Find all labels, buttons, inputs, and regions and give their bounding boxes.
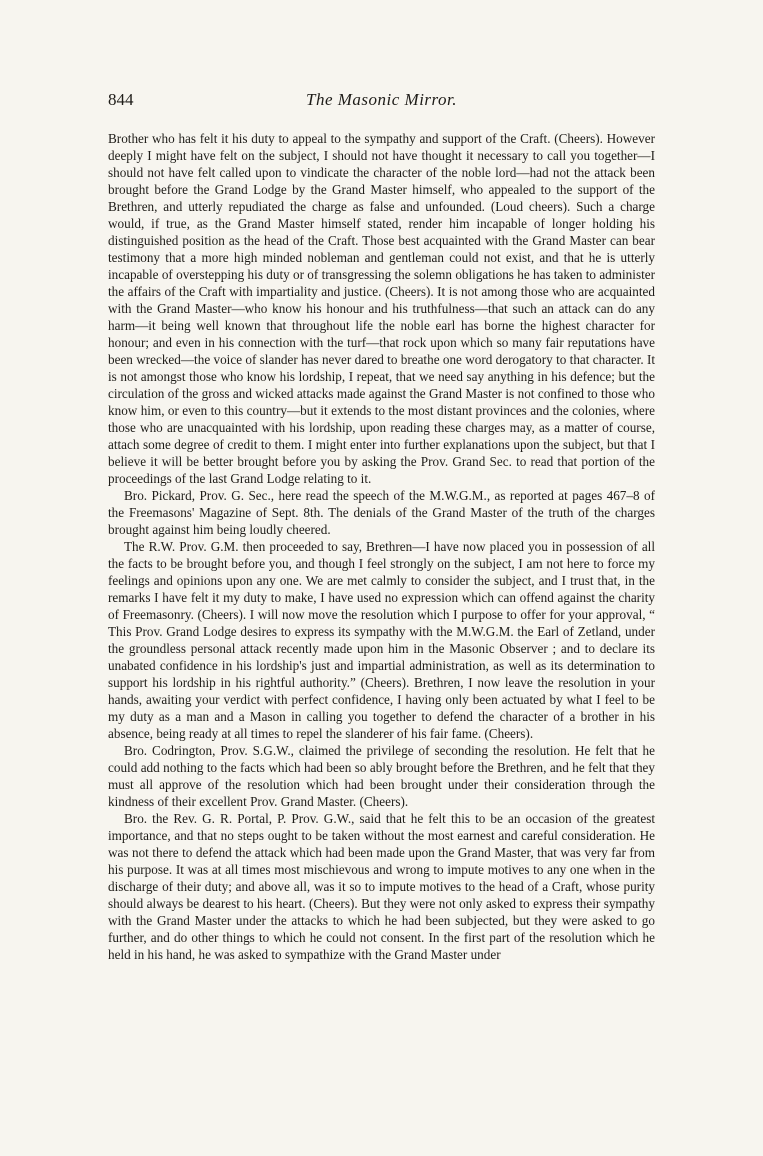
paragraph: Bro. Codrington, Prov. S.G.W., claimed the privilege of seconding the resolution. He felt that he could add nothing to the facts which had been so ably brought before the Brethren, and he felt that they must all approve of the resolution which had been brought under their consideration through the kindness of their excellent Prov. Grand Master. (Cheers). (108, 743, 655, 809)
paragraph: Bro. the Rev. G. R. Portal, P. Prov. G.W., said that he felt this to be an occasion of the greatest importance, and that no steps ought to be taken without the most earnest and careful consideration. He was not there to defend the attack which had been made upon the Grand Master, that was very far from his purpose. It was at all times most mischievous and wrong to impute motives to any one when in the discharge of their duty; and above all, was it so to impute motives to the head of a Craft, whose purity should always be dearest to his heart. (Cheers). But they were not only asked to express their sympathy with the Grand Master under the attacks to which he had been subjected, but they were asked to go further, and do other things to which he could not consent. In the first part of the resolution which he held in his hand, he was asked to sympathize with the Grand Master under (108, 811, 655, 962)
paragraph: The R.W. Prov. G.M. then proceeded to say, Brethren—I have now placed you in possession of all the facts to be brought before you, and though I feel strongly on the subject, I am not here to force my feelings and opinions upon any one. We are met calmly to consider the subject, and I trust that, in the remarks I have felt it my duty to make, I have used no expression which can offend against the charity of Freemasonry. (Cheers). I will now move the resolution which I purpose to offer for your approval, “ This Prov. Grand Lodge desires to express its sympathy with the M.W.G.M. the Earl of Zetland, under the groundless personal attack recently made upon him in the Masonic Observer ; and to declare its unabated confidence in his lordship's just and impartial administration, as well as its determination to support his lordship in his rightful authority.” (Cheers). Brethren, I now leave the resolution in your hands, awaiting your verdict with perfect confidence, I having only been actuated by what I feel to be my duty as a man and a Mason in calling you together to defend the character of a brother in his absence, being ready at all times to repel the slanderer of his fair fame. (Cheers). (108, 539, 655, 741)
body-text (108, 130, 655, 963)
page-header (108, 90, 655, 116)
page-number: 844 (108, 90, 134, 109)
paragraph: Brother who has felt it his duty to appeal to the sympathy and support of the Craft. (Cheers). However deeply I might have felt on the subject, I should not have thought it necessary to call you together—I should not have felt called upon to vindicate the character of the noble lord—had not the attack been brought before the Grand Lodge by the Grand Master himself, who appealed to the support of the Brethren, and utterly repudiated the charge as false and unfounded. (Loud cheers). Such a charge would, if true, as the Grand Master himself stated, render him incapable of longer holding his distinguished position as the head of the Craft. Those best acquainted with the Grand Master can bear testimony that a more high minded nobleman and gentleman could not exist, and that he is utterly incapable of overstepping his duty or of transgressing the solemn obligations he has taken to administer the affairs of the Craft with impartiality and justice. (Cheers). It is not among those who are acquainted with the Grand Master—who know his honour and his truthfulness—that such an attack can do any harm—it being well known that throughout life the noble earl has borne the highest character for honour; and even in his connection with the turf—that rock upon which so many fair reputations have been wrecked—the voice of slander has never dared to breathe one word derogatory to that character. It is not amongst those who know his lordship, I repeat, that we need say anything in his defence; but the circulation of the gross and wicked attacks made against the Grand Master is not confined to those who know him, or even to this country—but it extends to the most distant provinces and the colonies, where those who are unacquainted with his lordship, upon reading these charges may, as a matter of course, attach some degree of credit to them. I might enter into further explanations upon the subject, but that I believe it will be better brought before you by asking the Prov. Grand Sec. to read that portion of the proceedings of the last Grand Lodge relating to it. (108, 131, 655, 486)
running-title: The Masonic Mirror. (305, 90, 457, 109)
paragraph: Bro. Pickard, Prov. G. Sec., here read the speech of the M.W.G.M., as reported at pages 467–8 of the Freemasons' Magazine of Sept. 8th. The denials of the Grand Master of the truth of the charges brought against him being loudly cheered. (108, 488, 655, 537)
